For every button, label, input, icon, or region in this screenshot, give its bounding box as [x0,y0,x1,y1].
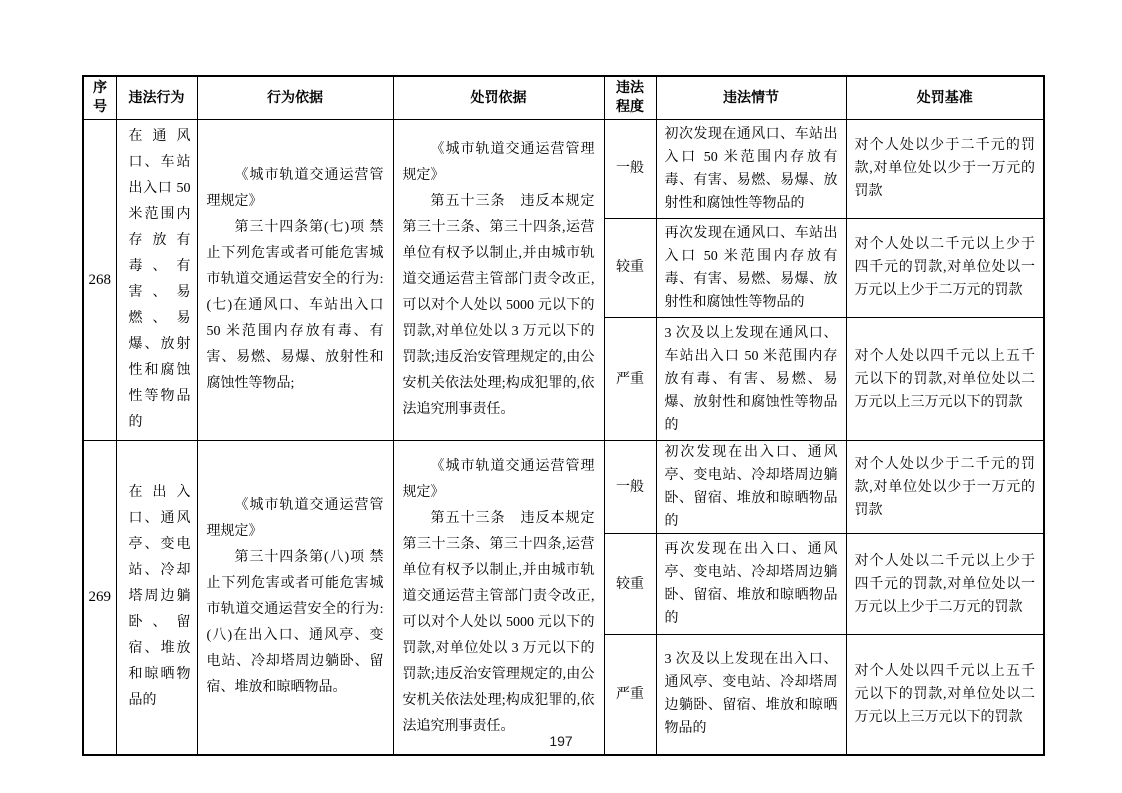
header-violation-circumstance: 违法情节 [656,76,846,120]
cell-violation-degree: 严重 [604,318,656,441]
page-number: 197 [549,733,573,749]
cell-violation-circumstance: 再次发现在出入口、通风亭、变电站、冷却塔周边躺卧、留宿、堆放和晾晒物品的 [656,534,846,635]
header-penalty-basis: 处罚依据 [393,76,604,120]
cell-violation-degree: 一般 [604,441,656,534]
cell-violation-degree: 较重 [604,534,656,635]
cell-penalty-standard: 对个人处以二千元以上少于四千元的罚款,对单位处以一万元以上少于二万元的罚款 [846,534,1044,635]
cell-violation-circumstance: 初次发现在通风口、车站出入口 50 米范围内存放有毒、有害、易燃、易爆、放射性和腐蚀性等物品的 [656,120,846,219]
act-basis-clause: 第三十四条第(七)项 禁止下列危害或者可能危害城市轨道交通运营安全的行为:(七)在通风口、车站出入口 50 米范围内存放有毒、有害、易燃、易爆、放射性和腐蚀性等物品; [206,220,384,391]
cell-violation-degree: 一般 [604,120,656,219]
cell-penalty-standard: 对个人处以二千元以上少于四千元的罚款,对单位处以一万元以上少于二万元的罚款 [846,218,1044,318]
header-penalty-standard: 处罚基准 [846,76,1044,120]
cell-violation-circumstance: 3 次及以上发现在出入口、通风亭、变电站、冷却塔周边躺卧、留宿、堆放和晾晒物品的 [656,635,846,755]
cell-serial-number: 268 [83,120,116,441]
cell-violation-circumstance: 3 次及以上发现在通风口、车站出入口 50 米范围内存放有毒、有害、易燃、易爆、放射性和腐蚀性等物品的 [656,318,846,441]
cell-penalty-standard: 对个人处以少于二千元的罚款,对单位处以少于一万元的罚款 [846,120,1044,219]
penalty-basis-title: 《城市轨道交通运营管理规定》 [402,459,595,501]
act-basis-title: 《城市轨道交通运营管理规定》 [206,168,384,209]
cell-penalty-basis [393,120,604,441]
penalty-table [82,75,1045,756]
cell-illegal-act: 在通风口、车站出入口 50 米范围内存放有毒、有害、易燃、易爆、放射性和腐蚀性等物品的 [116,120,197,441]
header-act-basis: 行为依据 [197,76,393,120]
table-header-row [83,76,1044,120]
cell-violation-degree: 较重 [604,218,656,318]
cell-serial-number: 269 [83,441,116,755]
cell-violation-circumstance: 再次发现在通风口、车站出入口 50 米范围内存放有毒、有害、易燃、易爆、放射性和腐蚀性等物品的 [656,218,846,318]
penalty-basis-clause: 第五十三条 违反本规定第三十三条、第三十四条,运营单位有权予以制止,并由城市轨道交通运营主管部门责令改正,可以对个人处以 5000 元以下的罚款,对单位处以 3 万元以下的罚款;违反治安管理规定的,由公安机关依法处理;构成犯罪的,依法追究刑事责任。 [402,194,595,417]
cell-penalty-standard: 对个人处以少于二千元的罚款,对单位处以少于一万元的罚款 [846,441,1044,534]
penalty-basis-clause: 第五十三条 违反本规定第三十三条、第三十四条,运营单位有权予以制止,并由城市轨道交通运营主管部门责令改正,可以对个人处以 5000 元以下的罚款,对单位处以 3 万元以下的罚款;违反治安管理规定的,由公安机关依法处理;构成犯罪的,依法追究刑事责任。 [402,511,595,735]
cell-penalty-standard: 对个人处以四千元以上五千元以下的罚款,对单位处以二万元以上三万元以下的罚款 [846,318,1044,441]
cell-act-basis [197,441,393,755]
table-row [83,120,1044,219]
header-illegal-act: 违法行为 [116,76,197,120]
table-row [83,441,1044,534]
header-violation-degree: 违法程度 [604,76,656,120]
cell-penalty-basis [393,441,604,755]
penalty-basis-title: 《城市轨道交通运营管理规定》 [402,142,595,183]
cell-act-basis [197,120,393,441]
cell-violation-degree: 严重 [604,635,656,755]
cell-penalty-standard: 对个人处以四千元以上五千元以下的罚款,对单位处以二万元以上三万元以下的罚款 [846,635,1044,755]
cell-illegal-act: 在出入口、通风亭、变电站、冷却塔周边躺卧、留宿、堆放和晾晒物品的 [116,441,197,755]
header-serial-number: 序号 [83,76,116,120]
act-basis-clause: 第三十四条第(八)项 禁止下列危害或者可能危害城市轨道交通运营安全的行为:(八)在出入口、通风亭、变电站、冷却塔周边躺卧、留宿、堆放和晾晒物品。 [206,550,384,696]
cell-violation-circumstance: 初次发现在出入口、通风亭、变电站、冷却塔周边躺卧、留宿、堆放和晾晒物品的 [656,441,846,534]
act-basis-title: 《城市轨道交通运营管理规定》 [206,498,384,540]
